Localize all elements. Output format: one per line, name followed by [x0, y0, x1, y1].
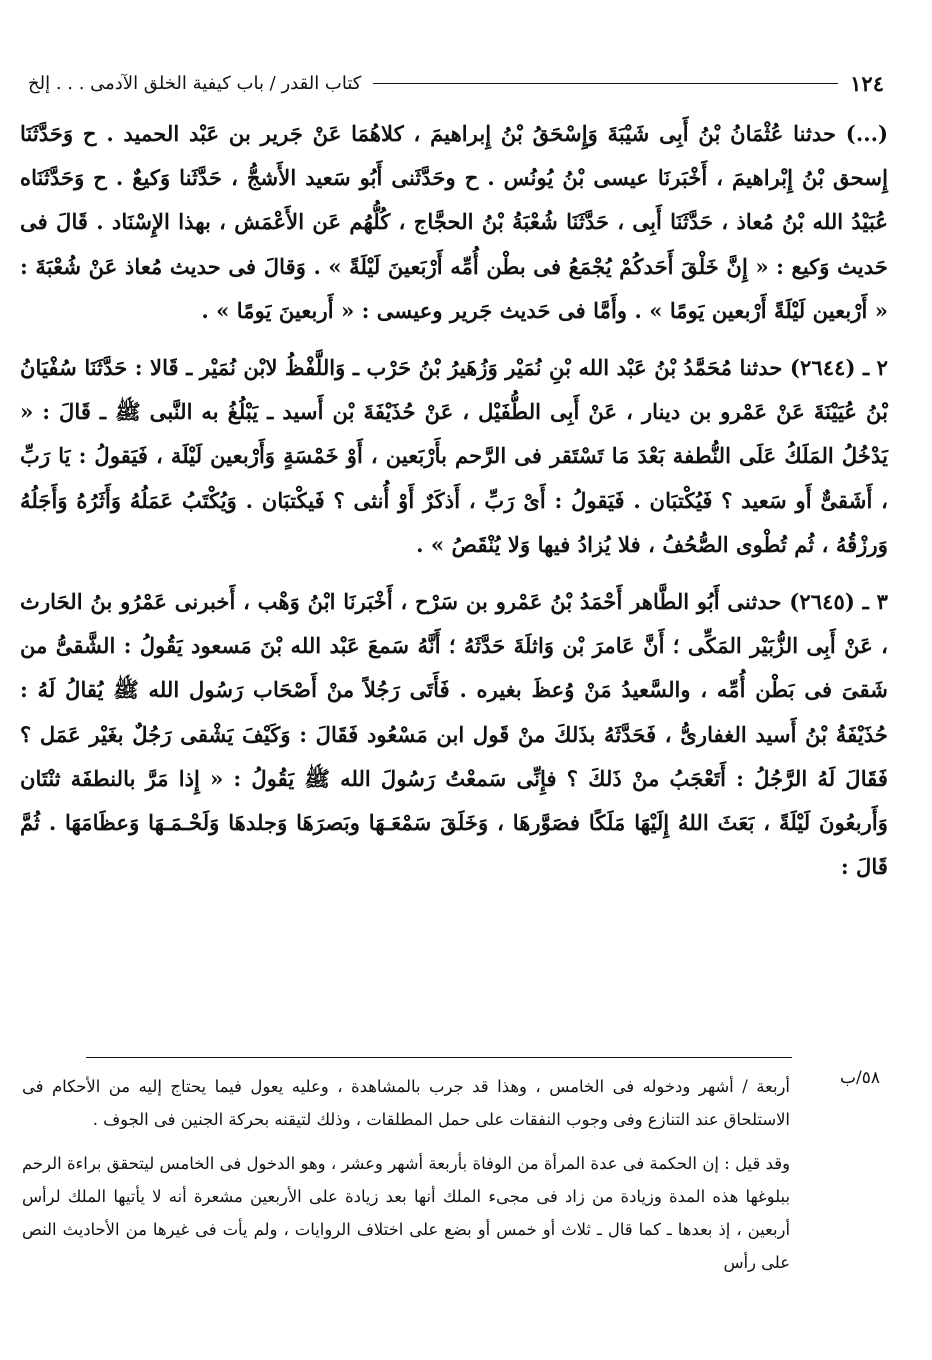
manuscript-folio-ref: ٥٨/ب — [840, 1068, 880, 1088]
running-title: كتاب القدر / باب كيفية الخلق الآدمى . . . إلخ — [28, 72, 362, 94]
hadith-text — [20, 112, 888, 889]
hadith-paragraph: ٣ ـ (٢٦٤٥) حدثنى أَبُو الطَّاهر أَحْمَدُ بْنُ عَمْرو بن سَرْح ، أَخْبَرنَا ابْنُ وَهْب ، أَخبرنى عَمْرُو بنُ الحَارث ، عَنْ أَبِى الزُّبَيْر المَكِّى ؛ أَنَّ عَامرَ بْن وَاثلَةَ حَدَّثَهُ ؛ أَنَّهُ سَمعَ عَبْد الله بْنَ مَسعود يَقُولُ : الشَّقىُّ من شَقىَ فى بَطْن أُمِّه ، والسَّعيدُ مَنْ وُعظَ بغيره . فَأَتَى رَجُلاً منْ أَصْحَاب رَسُول الله ﷺ يُقالُ لَهُ : حُذَيْفَةُ بْنُ أَسيد الغفارىُّ ، فَحَدَّثَهُ بذَلكَ منْ قَول ابن مَسْعُود فَقَالَ : وَكَيْفَ يَشْقى رَجُلٌ بغَيْر عَمَل ؟ فَقَالَ لَهُ الرَّجُلُ : أَتَعْجَبُ منْ ذَلكَ ؟ فإِنِّى سَمعْتُ رَسُولَ الله ﷺ يَقُولُ : « إِذا مَرَّ بالنطفَة ثنْتَان وَأَربعُونَ لَيْلَةً ، بَعَثَ اللهُ إِلَيْهَا مَلَكًا فصَوَّرهَا ، وَخَلَقَ سَمْعَـهَا وبَصرَهَا وَجلدهَا وَلَحْـمَـهَا وَعظَامَهَا . ثُمَّ قَالَ : — [20, 589, 888, 880]
commentary-footnotes — [22, 1070, 790, 1280]
footnote-paragraph: أربعة / أشهر ودخوله فى الخامس ، وهذا قد جرب بالمشاهدة ، وعليه يعول فيما يحتاج إليه من الأحكام فى الاستلحاق عند التنازع وفى وجوب النفقات على حمل المطلقات ، وذلك لتيقنه بحركة الجنين فى الجوف . — [22, 1077, 790, 1130]
footnote-divider — [86, 1057, 792, 1058]
hadith-paragraph: (...) حدثنا عُثْمَانُ بْنُ أَبِى شَيْبَةَ وَإِسْحَقُ بْنُ إِبراهيمَ ، كلاهُمَا عَنْ جَرير بن عَبْد الحميد . ح وَحَدَّثَنَا إِسحق بْنُ إِبْراهيمَ ، أَخْبَرنَا عيسى بْنُ يُونُس . ح وحَدَّثَنى أَبُو سَعيد الأَشجُّ ، حَدَّثَنا وَكيعٌ . ح وَحَدَّثَنَاه عُبَيْدُ الله بْنُ مُعاذ ، حَدَّثَنَا أَبِى ، حَدَّثَنَا شُعْبَةُ بْنُ الحجَّاج ، كُلُّهُم عَن الأَعْمَش ، بهذا الإِسْنَاد . قَالَ فى حَديث وَكيع : « إِنَّ خَلْقَ أَحَدكُمْ يُجْمَعُ فى بطْن أُمِّه أَرْبَعينَ لَيْلَةً » . وَقالَ فى حديث مُعاذ عَنْ شُعْبَةَ : « أَرْبعين لَيْلَةً أَرْبعين يَومًا » . وأَمَّا فى حَديث جَرير وعيسى : « أَربعينَ يَومًا » . — [20, 121, 888, 323]
page-header — [28, 66, 884, 100]
hadith-paragraph: ٢ ـ (٢٦٤٤) حدثنا مُحَمَّدُ بْنُ عَبْد الله بْنِ نُمَيْر وَزُهَيرُ بْنُ حَرْب ـ وَاللَّفْظُ لابْن نُمَيْر ـ قَالا : حَدَّثَنَا سُفْيَانُ بْنُ عُيَيْنَةَ عَنْ عَمْرو بن دينار ، عَنْ أَبِى الطُّفَيْل ، عَنْ حُذَيْفَةَ بْن أَسيد ـ يَبْلُغُ به النَّبى ﷺ ـ قَالَ : « يَدْخُلُ المَلَكُ عَلَى النُّطفة بَعْدَ مَا تَسْتَقر فى الرَّحم بأَرْبَعين ، أَوْ خَمْسَةٍ وَأَرْبعين لَيْلَة ، فَيَقولُ : يَا رَبِّ ، أَشَقىٌّ أَو سَعيد ؟ فَيُكْتبَان . فَيَقولُ : أَىْ رَبِّ ، أَذكَرٌ أَوْ أُنثى ؟ فَيكْتبَان . وَيُكْتَبُ عَمَلُهُ وَأَثَرُهُ وَأَجَلُهُ وَرزْقُهُ ، ثُم تُطْوى الصُّحُفُ ، فلا يُزادُ فيها وَلا يُنْقَصُ » . — [20, 355, 888, 557]
footnote-paragraph: وقد قيل : إن الحكمة فى عدة المرأة من الوفاة بأربعة أشهر وعشر ، وهو الدخول فى الخامس ليتحقق براءة الرحم ببلوغها هذه المدة وزيادة من زاد فى مجىء الملك أنها بعد زيادة على الأربعين مشعرة أنه لا يأتيها الملك لرأس أربعين ، إذ بعدها ـ كما قال ـ ثلاث أو خمس أو بضع على اختلاف الروايات ، ولم يأت فى غيرها من الأحاديث النص على رأس — [22, 1153, 790, 1273]
page-number: ١٢٤ — [850, 70, 884, 96]
header-rule — [373, 83, 838, 84]
